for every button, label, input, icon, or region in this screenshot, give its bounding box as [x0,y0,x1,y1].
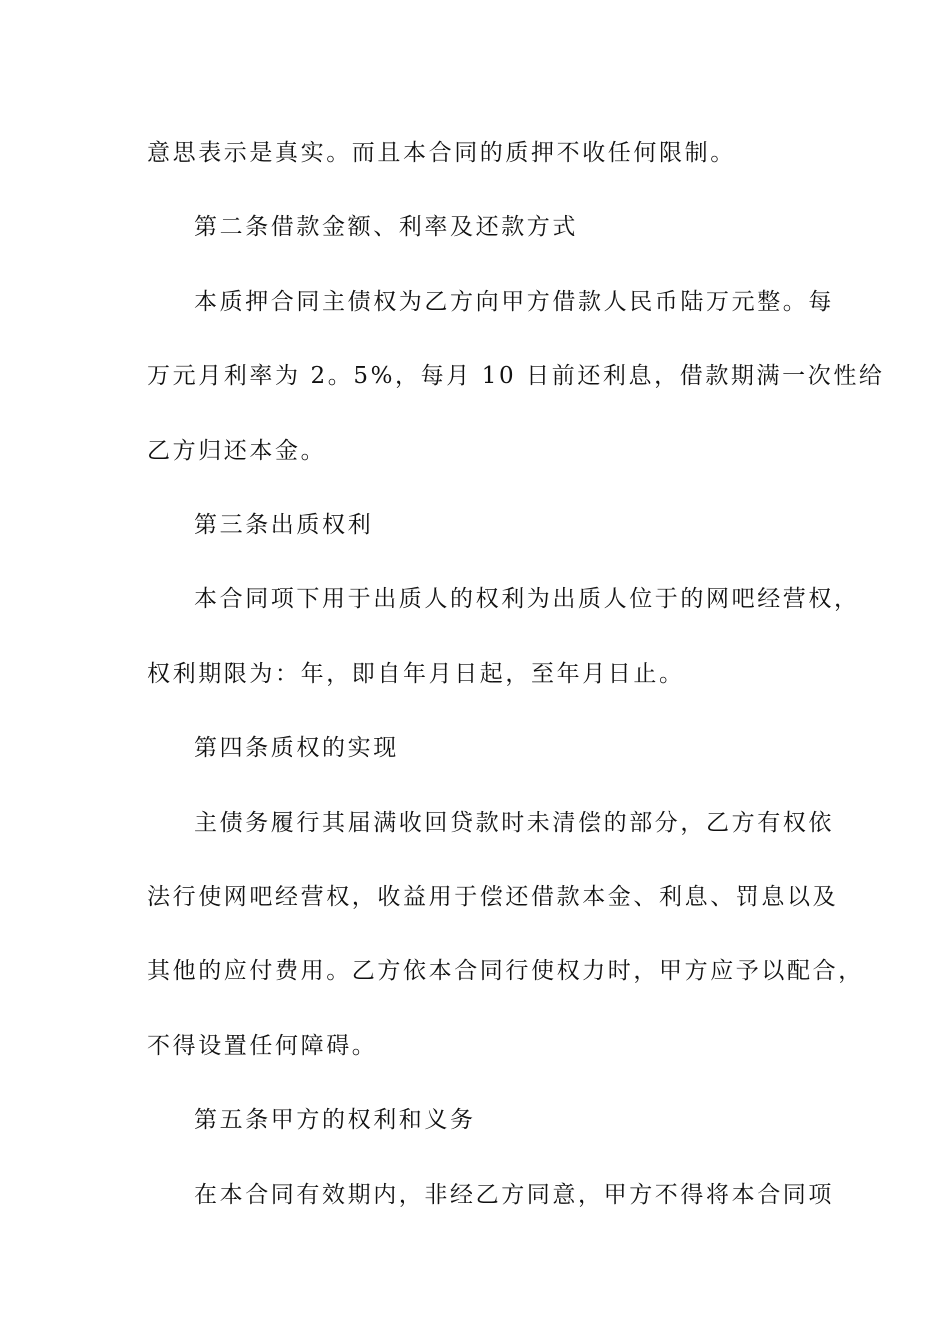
text-line: 其他的应付费用。乙方依本合同行使权力时，甲方应予以配合， [147,958,864,984]
section-heading: 第四条质权的实现 [194,735,399,761]
text-line: 不得设置任何障碍。 [147,1033,378,1059]
text-line: 主债务履行其届满收回贷款时未清偿的部分，乙方有权依 [194,810,834,836]
section-heading: 第二条借款金额、利率及还款方式 [194,214,578,240]
text-line: 本质押合同主债权为乙方向甲方借款人民币陆万元整。每 [194,289,834,315]
text-line: 本合同项下用于出质人的权利为出质人位于的网吧经营权， [194,586,860,612]
text-line: 万元月利率为 2。5%，每月 10 日前还利息，借款期满一次性给 [147,363,885,389]
text-line: 权利期限为：年，即自年月日起，至年月日止。 [147,661,685,687]
section-heading: 第三条出质权利 [194,512,374,538]
text-line: 乙方归还本金。 [147,438,327,464]
text-line: 法行使网吧经营权，收益用于偿还借款本金、利息、罚息以及 [147,884,839,910]
text-line: 意思表示是真实。而且本合同的质押不收任何限制。 [147,140,736,166]
text-line: 在本合同有效期内，非经乙方同意，甲方不得将本合同项 [194,1182,834,1208]
section-heading: 第五条甲方的权利和义务 [194,1107,476,1133]
